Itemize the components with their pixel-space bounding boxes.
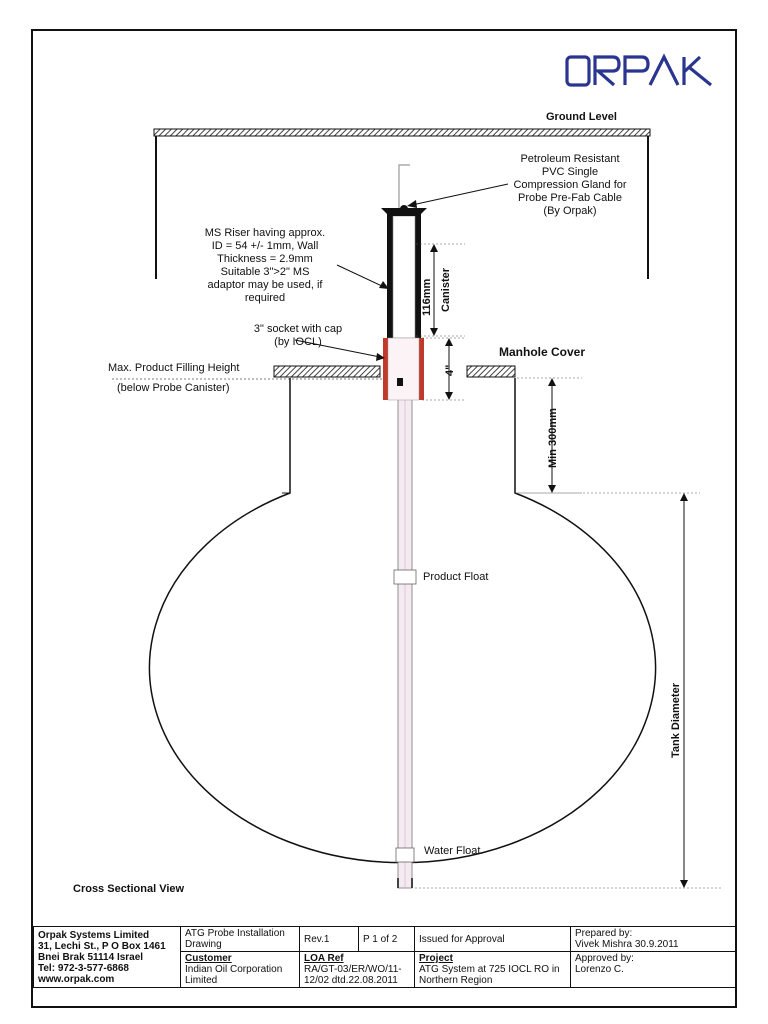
company-website: www.orpak.com bbox=[38, 973, 115, 985]
probe-cable bbox=[399, 165, 410, 208]
socket-with-cap bbox=[383, 338, 424, 400]
drawing-title: ATG Probe Installation Drawing bbox=[181, 927, 300, 952]
ms-riser bbox=[381, 205, 427, 338]
leader-riser bbox=[337, 265, 389, 289]
prepared-by-label: Prepared by: bbox=[575, 928, 633, 939]
max-filling-label: Max. Product Filling Height bbox=[108, 362, 240, 374]
prepared-by-value: Vivek Mishra 30.9.2011 bbox=[575, 939, 679, 950]
leader-gland bbox=[407, 184, 508, 208]
below-canister-label: (below Probe Canister) bbox=[117, 382, 230, 394]
canister-label: Canister bbox=[440, 267, 452, 312]
socket-line-1: 3" socket with cap bbox=[253, 323, 343, 335]
min-300mm-label: Min 300mm bbox=[547, 408, 559, 468]
company-city: Bnei Brak 51114 Israel bbox=[38, 951, 144, 963]
project-value: ATG System at 725 IOCL RO in Northern Region bbox=[419, 964, 560, 986]
gland-label bbox=[500, 153, 640, 218]
company-address: 31, Lechi St., P O Box 1461 bbox=[38, 940, 166, 952]
approved-by-label: Approved by: bbox=[575, 953, 634, 964]
product-float-label: Product Float bbox=[423, 571, 489, 583]
riser-line-1: MS Riser having approx. bbox=[204, 227, 326, 239]
company-info bbox=[34, 927, 181, 988]
gland-line-5: (By Orpak) bbox=[543, 205, 597, 217]
orpak-logo bbox=[567, 57, 711, 85]
riser-line-5: adaptor may be used, if bbox=[207, 279, 323, 291]
cross-section-label: Cross Sectional View bbox=[73, 883, 185, 895]
ground-level-label: Ground Level bbox=[546, 111, 617, 123]
company-name: Orpak Systems Limited bbox=[38, 929, 150, 941]
approved-by bbox=[571, 952, 736, 988]
riser-line-6: required bbox=[244, 292, 286, 304]
riser-line-4: Suitable 3">2" MS bbox=[220, 266, 310, 278]
dim-116mm-label: 116mm bbox=[421, 278, 433, 316]
customer-value: Indian Oil Corporation Limited bbox=[185, 964, 283, 986]
gland-line-2: PVC Single bbox=[541, 166, 599, 178]
status: Issued for Approval bbox=[415, 927, 571, 952]
title-block bbox=[33, 926, 736, 988]
revision: Rev.1 bbox=[300, 927, 359, 952]
loa-value: RA/GT-03/ER/WO/11-12/02 dtd.22.08.2011 bbox=[304, 964, 402, 986]
page-number: P 1 of 2 bbox=[359, 927, 415, 952]
approved-by-value: Lorenzo C. bbox=[575, 964, 624, 975]
socket-label bbox=[238, 323, 358, 349]
riser-line-3: Thickness = 2.9mm bbox=[217, 253, 313, 265]
riser-label bbox=[190, 227, 340, 305]
water-float-label: Water Float bbox=[424, 845, 481, 857]
tank-diameter-label: Tank Diameter bbox=[670, 683, 682, 758]
prepared-by bbox=[571, 927, 736, 952]
customer bbox=[181, 952, 300, 988]
customer-label: Customer bbox=[185, 953, 232, 964]
project bbox=[415, 952, 571, 988]
manhole-cover-label: Manhole Cover bbox=[499, 345, 586, 359]
gland-line-3: Compression Gland for bbox=[513, 179, 627, 191]
dim-4-label: 4" bbox=[444, 364, 456, 376]
loa-ref bbox=[300, 952, 415, 988]
project-label: Project bbox=[419, 953, 453, 964]
gland-line-1: Petroleum Resistant bbox=[520, 153, 620, 165]
gland-line-4: Probe Pre-Fab Cable bbox=[518, 192, 622, 204]
socket-line-2: (by IOCL) bbox=[274, 336, 322, 348]
riser-line-2: ID = 54 +/- 1mm, Wall bbox=[211, 240, 319, 252]
company-phone: Tel: 972-3-577-6868 bbox=[38, 962, 129, 974]
loa-label: LOA Ref bbox=[304, 953, 344, 964]
